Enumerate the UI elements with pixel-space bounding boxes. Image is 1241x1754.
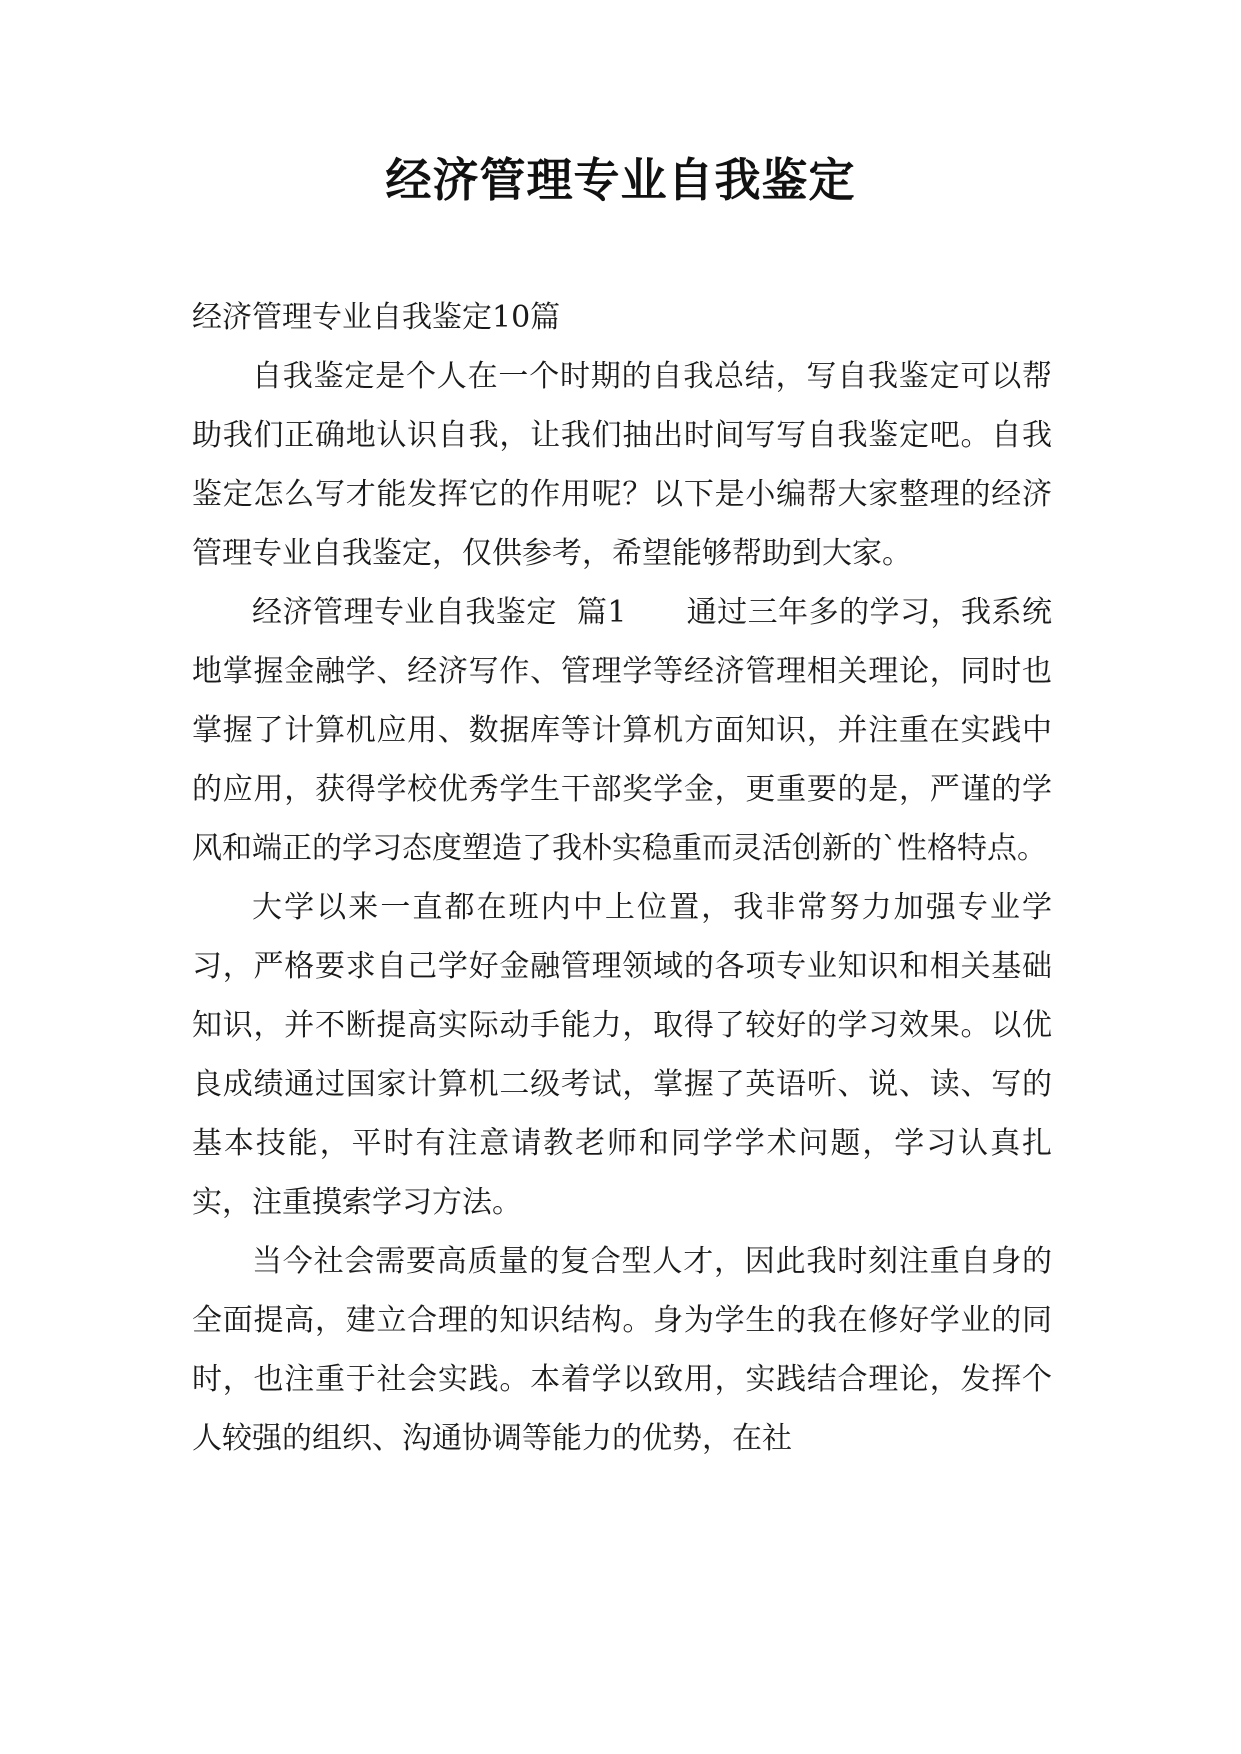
paragraph-intro: 自我鉴定是个人在一个时期的自我总结，写自我鉴定可以帮助我们正确地认识自我，让我们抽出时间写写自我鉴定吧。自我鉴定怎么写才能发挥它的作用呢？以下是小编帮大家整理的经济管理专业自我鉴定，仅供参考，希望能够帮助到大家。: [192, 359, 1052, 571]
document-title: 经济管理专业自我鉴定: [385, 153, 856, 207]
paragraph-article-1: 经济管理专业自我鉴定 篇1 通过三年多的学习，我系统地掌握金融学、经济写作、管理学等经济管理相关理论，同时也掌握了计算机应用、数据库等计算机方面知识，并注重在实践中的应用，获得学校优秀学生干部奖学金，更重要的是，严谨的学风和端正的学习态度塑造了我朴实稳重而灵活创新的`性格特点。: [192, 595, 1052, 866]
document-subtitle: 经济管理专业自我鉴定10篇: [192, 300, 561, 335]
paragraph-study: 大学以来一直都在班内中上位置，我非常努力加强专业学习，严格要求自己学好金融管理领域的各项专业知识和相关基础知识，并不断提高实际动手能力，取得了较好的学习效果。以优良成绩通过国家计算机二级考试，掌握了英语听、说、读、写的基本技能，平时有注意请教老师和同学学术问题，学习认真扎实，注重摸索学习方法。: [192, 890, 1052, 1220]
paragraph-practice: 当今社会需要高质量的复合型人才，因此我时刻注重自身的全面提高，建立合理的知识结构。身为学生的我在修好学业的同时，也注重于社会实践。本着学以致用，实践结合理论，发挥个人较强的组织、沟通协调等能力的优势，在社: [192, 1244, 1052, 1456]
document-body: [192, 288, 1052, 1468]
